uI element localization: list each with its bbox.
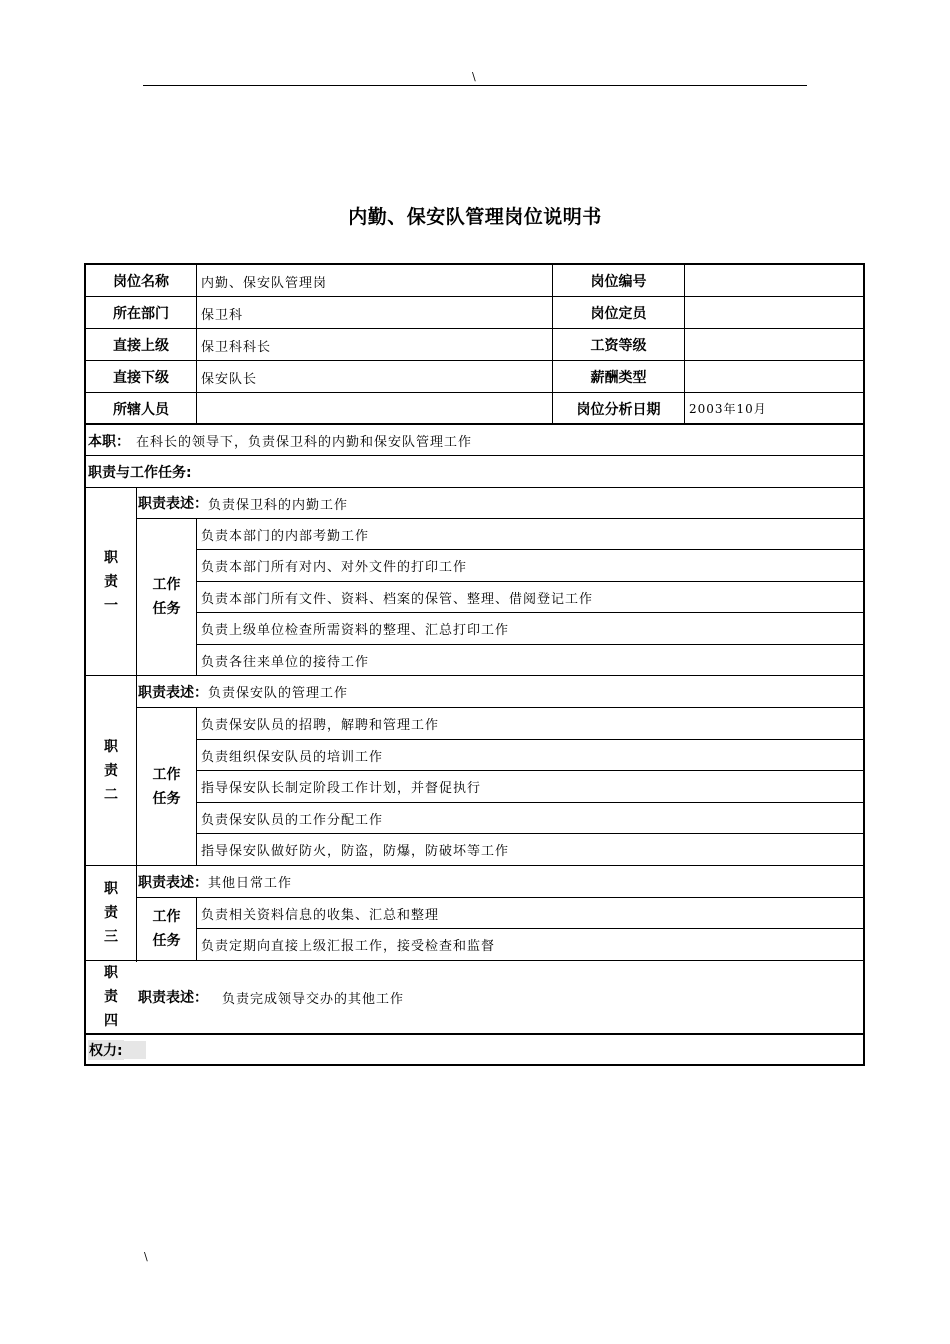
authority-label: 权力:	[88, 1040, 124, 1060]
duty-2-label-char: 责	[104, 762, 118, 779]
staff-value	[197, 393, 552, 424]
duty-2-task-label	[137, 708, 196, 865]
duty-1-task: 负责本部门所有对内、对外文件的打印工作	[201, 560, 468, 575]
dept-label: 所在部门	[113, 306, 169, 322]
footer-mark: \	[144, 1250, 148, 1263]
task-label-line: 任务	[152, 933, 181, 949]
job-code-label: 岗位编号	[590, 274, 647, 290]
duty-2-label-char: 职	[104, 738, 118, 755]
subordinate-label: 直接下级	[113, 370, 169, 386]
duty-1-label	[86, 488, 136, 675]
duty-3-label	[86, 866, 136, 960]
duty-3-label-char: 职	[104, 881, 118, 897]
core-duty-row	[88, 425, 863, 456]
staff-label: 所辖人员	[113, 401, 169, 418]
duty-3-task: 负责相关资料信息的收集、汇总和整理	[201, 907, 440, 923]
duty-4-desc-label: 职责表述：	[138, 990, 208, 1006]
duty-1-task-label	[137, 519, 196, 675]
duty-4-label-char: 职	[104, 965, 118, 981]
duty-4-label-char: 四	[104, 1013, 118, 1029]
duty-4-desc: 负责完成领导交办的其他工作	[222, 991, 405, 1007]
duty-3-label-char: 三	[104, 929, 118, 945]
duty-1-task: 负责各往来单位的接待工作	[201, 654, 370, 670]
duty-2-task: 负责保安队员的招聘，解聘和管理工作	[201, 718, 440, 733]
duty-2-task: 负责组织保安队员的培训工作	[201, 749, 384, 765]
authority-highlight	[124, 1041, 146, 1059]
duty-3-task-label	[137, 898, 196, 960]
header-mark: \	[472, 70, 476, 83]
duty-3-task: 负责定期向直接上级汇报工作，接受检查和监督	[201, 939, 496, 954]
duty-2-desc-label: 职责表述：	[138, 684, 208, 701]
job-code-value	[685, 265, 863, 297]
duty-3-desc-row	[138, 866, 863, 897]
pay-type-label: 薪酬类型	[590, 370, 647, 386]
quota-value	[685, 297, 863, 329]
duty-3-desc: 其他日常工作	[208, 876, 293, 891]
duty-2-label-char: 二	[104, 786, 118, 803]
duty-4-label	[86, 961, 136, 1033]
duty-1-desc-row	[138, 488, 863, 518]
subordinate-value: 保安队长	[201, 371, 258, 387]
job-name-value: 内勤、保安队管理岗	[201, 275, 328, 291]
task-label-line: 工作	[152, 577, 181, 593]
wage-value	[685, 329, 863, 361]
wage-label: 工资等级	[590, 338, 647, 354]
duty-2-desc-row	[138, 676, 863, 707]
superior-label: 直接上级	[113, 338, 169, 354]
duty-1-task: 负责本部门的内部考勤工作	[201, 528, 370, 544]
duty-2-desc: 负责保安队的管理工作	[208, 686, 349, 701]
task-label-line: 任务	[152, 790, 181, 807]
duty-4-desc-row	[138, 961, 863, 1033]
header-rule	[143, 85, 807, 86]
duty-1-label-char: 职	[104, 549, 118, 566]
duty-1-label-char: 责	[104, 573, 118, 590]
duty-3-desc-label: 职责表述：	[138, 874, 208, 891]
core-duty-text: 在科长的领导下，负责保卫科的内勤和保安队管理工作	[136, 435, 473, 450]
task-label-line: 任务	[152, 601, 181, 617]
task-label-line: 工作	[152, 766, 181, 783]
job-description-table	[84, 263, 865, 1066]
duties-header: 职责与工作任务:	[88, 464, 192, 481]
duty-2-task: 指导保安队做好防火，防盗，防爆，防破坏等工作	[201, 844, 510, 859]
core-duty-label: 本职：	[88, 433, 130, 450]
duty-1-desc: 负责保卫科的内勤工作	[208, 497, 349, 513]
duty-1-desc-label: 职责表述：	[138, 496, 208, 512]
pay-type-value	[685, 361, 863, 393]
authority-row	[88, 1035, 863, 1064]
duty-2-task: 负责保安队员的工作分配工作	[201, 812, 384, 828]
duty-4-label-char: 责	[104, 989, 118, 1005]
duty-1-label-char: 一	[104, 597, 118, 614]
quota-label: 岗位定员	[590, 306, 647, 322]
document-title: 内勤、保安队管理岗位说明书	[348, 206, 602, 228]
duty-1-task: 负责本部门所有文件、资料、档案的保管、整理、借阅登记工作	[201, 591, 594, 607]
duty-1-task: 负责上级单位检查所需资料的整理、汇总打印工作	[201, 623, 510, 638]
duty-2-label	[86, 676, 136, 865]
duty-2-task: 指导保安队长制定阶段工作计划，并督促执行	[201, 781, 482, 796]
analysis-date-label: 岗位分析日期	[576, 401, 661, 418]
dept-value: 保卫科	[201, 307, 244, 323]
analysis-date-value: 2003年10月	[689, 402, 767, 416]
job-name-label: 岗位名称	[113, 274, 169, 290]
superior-value: 保卫科科长	[201, 339, 272, 355]
task-label-line: 工作	[152, 909, 181, 925]
duty-3-label-char: 责	[104, 905, 118, 921]
